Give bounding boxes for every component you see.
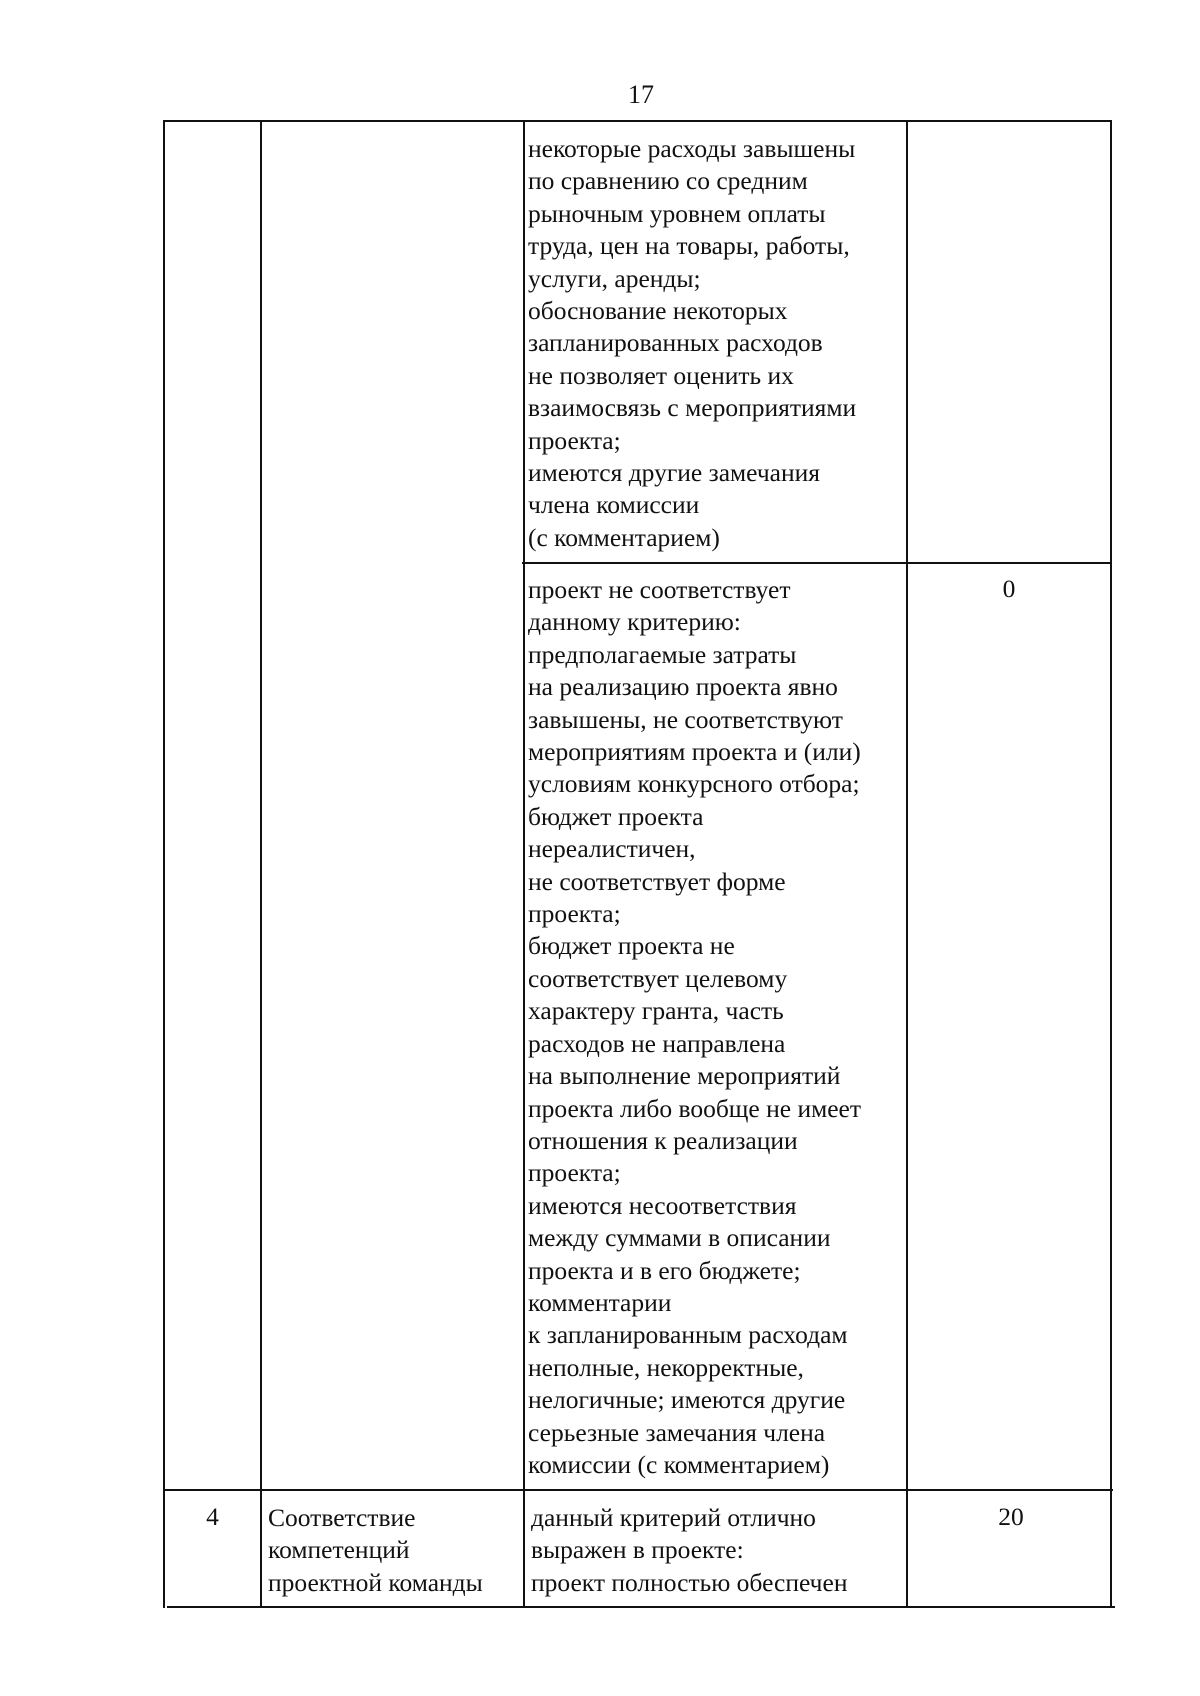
text-line: Соответствие [268, 1503, 416, 1532]
row-1-description [528, 133, 856, 554]
text-line: рыночным уровнем оплаты [528, 198, 826, 228]
text-line: комиссии (с комментарием) [528, 1449, 830, 1479]
text-line: на реализацию проекта явно [528, 672, 838, 702]
text-line: имеются несоответствия [528, 1190, 797, 1220]
text-line: обоснование некоторых [528, 296, 788, 326]
text-line: проект не соответствует [528, 575, 791, 604]
text-line: проекта; [528, 425, 621, 455]
text-line: проектной команды [268, 1567, 483, 1597]
text-line: по сравнению со средним [528, 166, 808, 196]
text-line: проекта; [528, 1158, 621, 1188]
text-line: данному критерию: [528, 607, 741, 637]
text-line: к запланированным расходам [528, 1320, 848, 1350]
column-border [163, 120, 165, 1608]
text-line: мероприятиям проекта и (или) [528, 737, 861, 767]
text-line: не соответствует форме [528, 866, 786, 896]
text-line: (с комментарием) [528, 522, 720, 552]
column-border [523, 120, 525, 1608]
text-line: комментарии [528, 1287, 672, 1317]
text-line: соответствует целевому [528, 963, 788, 993]
text-line: члена комиссии [528, 490, 700, 520]
row-3-description [531, 1502, 847, 1599]
text-line: предполагаемые затраты [528, 639, 797, 669]
row-2-description [528, 574, 861, 1481]
column-border [1110, 120, 1112, 1608]
text-line: расходов не направлена [528, 1028, 786, 1058]
column-border [260, 120, 262, 1608]
text-line: запланированных расходов [528, 328, 823, 358]
text-line: неполные, некорректные, [528, 1352, 804, 1382]
text-line: нереалистичен, [528, 834, 696, 864]
text-line: нелогичные; имеются другие [528, 1385, 846, 1415]
text-line: имеются другие замечания [528, 458, 821, 488]
text-line: между суммами в описании [528, 1223, 831, 1253]
row-3-criterion [268, 1502, 483, 1599]
page-number: 17 [628, 80, 654, 109]
text-line: не позволяет оценить их [528, 360, 794, 390]
text-line: бюджет проекта не [528, 931, 735, 961]
table-top-border [163, 120, 1111, 122]
text-line: проекта либо вообще не имеет [528, 1093, 862, 1123]
column-border [906, 120, 908, 1608]
text-line: характеру гранта, часть [528, 996, 784, 1026]
text-line: компетенций [268, 1535, 410, 1565]
row-3-number: 4 [206, 1502, 219, 1531]
text-line: условиям конкурсного отбора; [528, 769, 860, 799]
row-3-score: 20 [998, 1502, 1024, 1531]
text-line: отношения к реализации [528, 1125, 798, 1155]
text-line: проекта; [528, 899, 621, 929]
text-line: услуги, аренды; [528, 263, 701, 293]
row-2-score: 0 [1002, 574, 1016, 603]
table-bottom-border [167, 1606, 1115, 1608]
text-line: данный критерий отлично [531, 1503, 816, 1532]
text-line: серьезные замечания члена [528, 1417, 826, 1447]
row-divider [165, 1489, 1113, 1491]
text-line: некоторые расходы завышены [528, 134, 856, 163]
text-line: проект полностью обеспечен [531, 1567, 848, 1597]
text-line: на выполнение мероприятий [528, 1061, 841, 1091]
text-line: проекта и в его бюджете; [528, 1255, 801, 1285]
text-line: бюджет проекта [528, 801, 704, 831]
text-line: взаимосвязь с мероприятиями [528, 393, 857, 423]
text-line: выражен в проекте: [531, 1535, 744, 1565]
row-divider [522, 562, 1111, 564]
text-line: завышены, не соответствуют [528, 704, 843, 734]
text-line: труда, цен на товары, работы, [528, 231, 850, 261]
